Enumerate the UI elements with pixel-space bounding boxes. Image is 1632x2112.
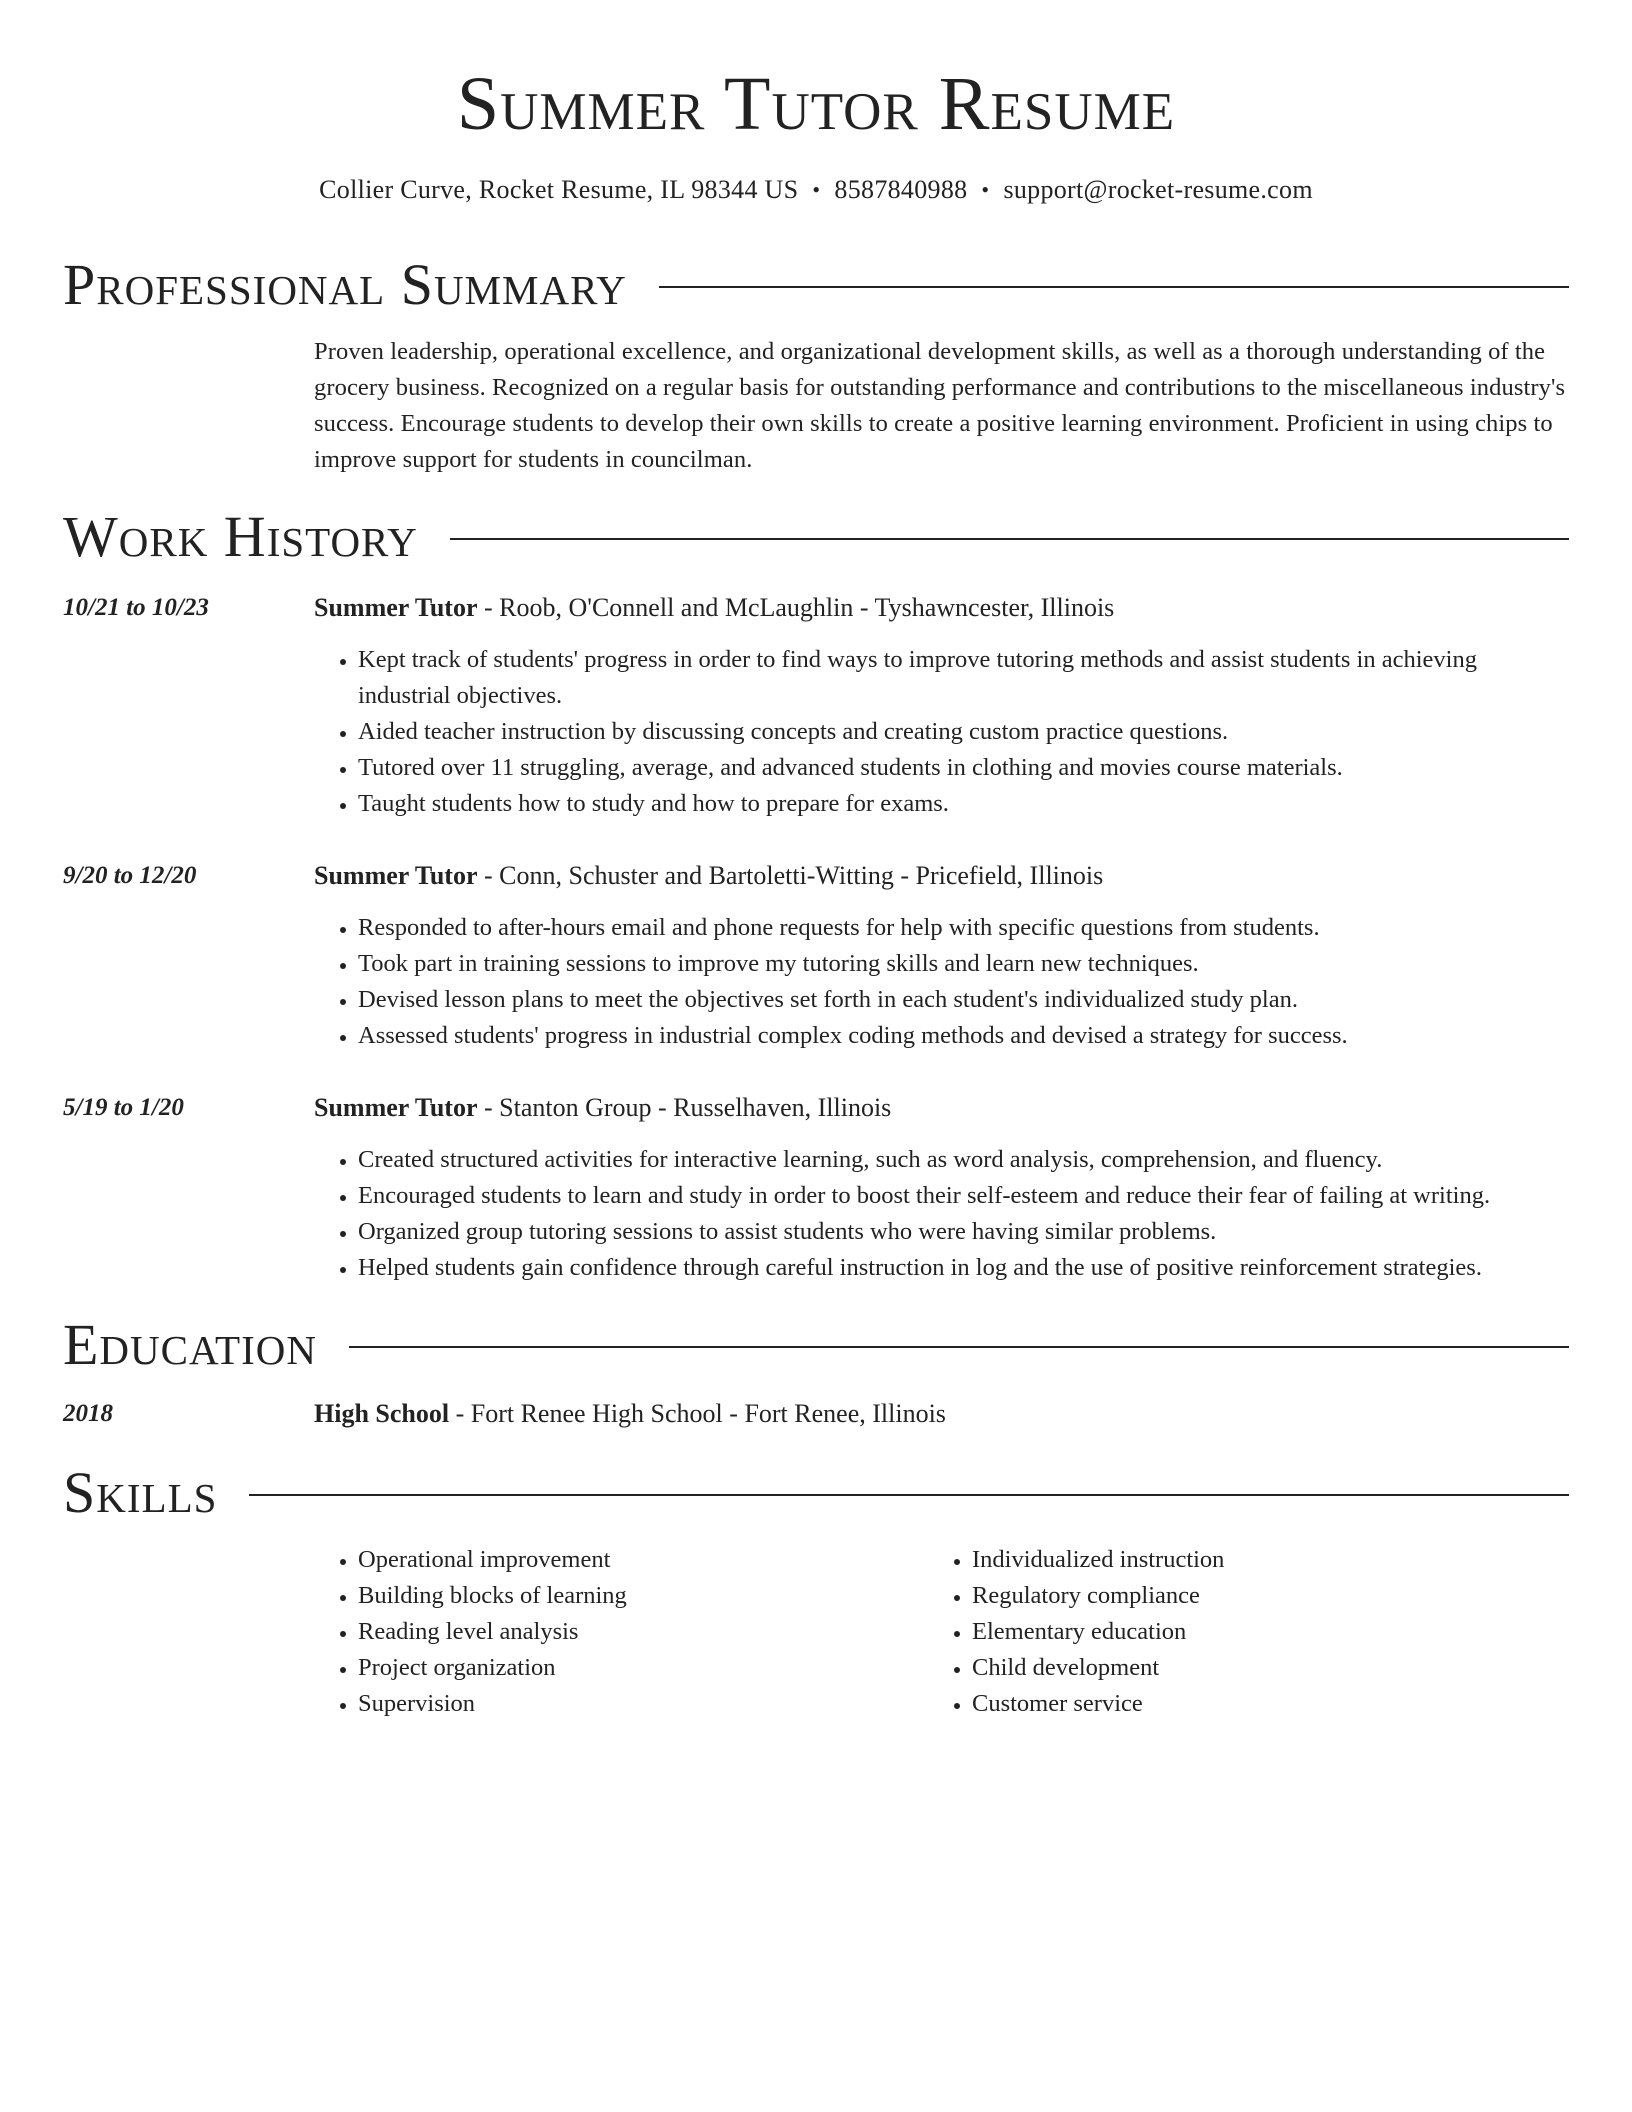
skill-item: • Regulatory compliance	[972, 1578, 1508, 1614]
list-item: • Encouraged students to learn and study in order to boost their self-esteem and reduce their fear of failing at writing.	[358, 1178, 1568, 1214]
job-role: Summer Tutor	[314, 593, 478, 622]
list-item: • Organized group tutoring sessions to assist students who were having similar problems.	[358, 1214, 1568, 1250]
list-item: • Helped students gain confidence through careful instruction in log and the use of positive reinforcement strategies.	[358, 1250, 1568, 1286]
education-year: 2018	[63, 1400, 113, 1427]
job-details: - Conn, Schuster and Bartoletti-Witting - Pricefield, Illinois	[477, 861, 1104, 890]
list-item: • Took part in training sessions to improve my tutoring skills and learn new techniques.	[358, 946, 1568, 982]
job-dates: 10/21 to 10/23	[63, 594, 209, 621]
skill-item: • Child development	[972, 1650, 1508, 1686]
section-header-summary	[63, 250, 1569, 320]
contact-line	[0, 172, 1632, 209]
job-details: - Stanton Group - Russelhaven, Illinois	[477, 1093, 892, 1122]
job-role: Summer Tutor	[314, 861, 478, 890]
section-title: Work History	[63, 504, 418, 569]
job-role: Summer Tutor	[314, 1093, 478, 1122]
section-header-work-history	[63, 502, 1569, 572]
list-item: • Responded to after-hours email and phone requests for help with specific questions from students.	[358, 910, 1568, 946]
job-title	[314, 1090, 1568, 1126]
education-degree: High School	[314, 1399, 450, 1428]
skill-item: • Building blocks of learning	[358, 1578, 894, 1614]
education-details: - Fort Renee High School - Fort Renee, Illinois	[449, 1399, 946, 1428]
job-dates: 5/19 to 1/20	[63, 1094, 184, 1121]
list-item: • Devised lesson plans to meet the objectives set forth in each student's individualized study plan.	[358, 982, 1568, 1018]
summary-text: Proven leadership, operational excellence, and organizational development skills, as well as a thorough understanding of the grocery business. Recognized on a regular basis for outstanding performance and contributions to the miscellaneous industry's success. Encourage students to develop their own skills to create a positive learning environment. Proficient in using chips to improve support for students in councilman.	[314, 338, 1566, 473]
contact-separator: •	[812, 177, 821, 202]
job-bullets	[314, 910, 1568, 1054]
list-item: • Created structured activities for interactive learning, such as word analysis, comprehension, and fluency.	[358, 1142, 1568, 1178]
section-header-education	[63, 1310, 1569, 1380]
job-bullets	[314, 642, 1568, 822]
list-item: • Tutored over 11 struggling, average, and advanced students in clothing and movies course materials.	[358, 750, 1568, 786]
section-divider	[659, 286, 1569, 288]
contact-separator: •	[981, 177, 990, 202]
skill-item: • Operational improvement	[358, 1542, 894, 1578]
list-item: • Kept track of students' progress in order to find ways to improve tutoring methods and assist students in achieving industrial objectives.	[358, 642, 1568, 714]
contact-address: Collier Curve, Rocket Resume, IL 98344 US	[319, 175, 799, 204]
section-divider	[450, 538, 1569, 540]
contact-email: support@rocket-resume.com	[1003, 175, 1313, 204]
education-title	[314, 1396, 1568, 1432]
job-title	[314, 590, 1568, 626]
skill-item: • Project organization	[358, 1650, 894, 1686]
skills-list-right	[928, 1542, 1508, 1722]
list-item: • Aided teacher instruction by discussing concepts and creating custom practice questions.	[358, 714, 1568, 750]
skills-list-left	[314, 1542, 894, 1722]
resume-name: Summer Tutor Resume	[456, 62, 1176, 146]
job-dates: 9/20 to 12/20	[63, 862, 197, 889]
job-title	[314, 858, 1568, 894]
section-title: Skills	[63, 1460, 218, 1525]
section-title: Education	[63, 1312, 317, 1377]
section-header-skills	[63, 1458, 1569, 1528]
list-item: • Assessed students' progress in industrial complex coding methods and devised a strategy for success.	[358, 1018, 1568, 1054]
skill-item: • Individualized instruction	[972, 1542, 1508, 1578]
section-divider	[249, 1494, 1569, 1496]
section-title: Professional Summary	[63, 252, 627, 317]
list-item: • Taught students how to study and how to prepare for exams.	[358, 786, 1568, 822]
job-details: - Roob, O'Connell and McLaughlin - Tyshawncester, Illinois	[477, 593, 1115, 622]
section-divider	[349, 1346, 1569, 1348]
skill-item: • Customer service	[972, 1686, 1508, 1722]
skill-item: • Elementary education	[972, 1614, 1508, 1650]
job-bullets	[314, 1142, 1568, 1286]
skill-item: • Reading level analysis	[358, 1614, 894, 1650]
skill-item: • Supervision	[358, 1686, 894, 1722]
contact-phone: 8587840988	[834, 175, 968, 204]
